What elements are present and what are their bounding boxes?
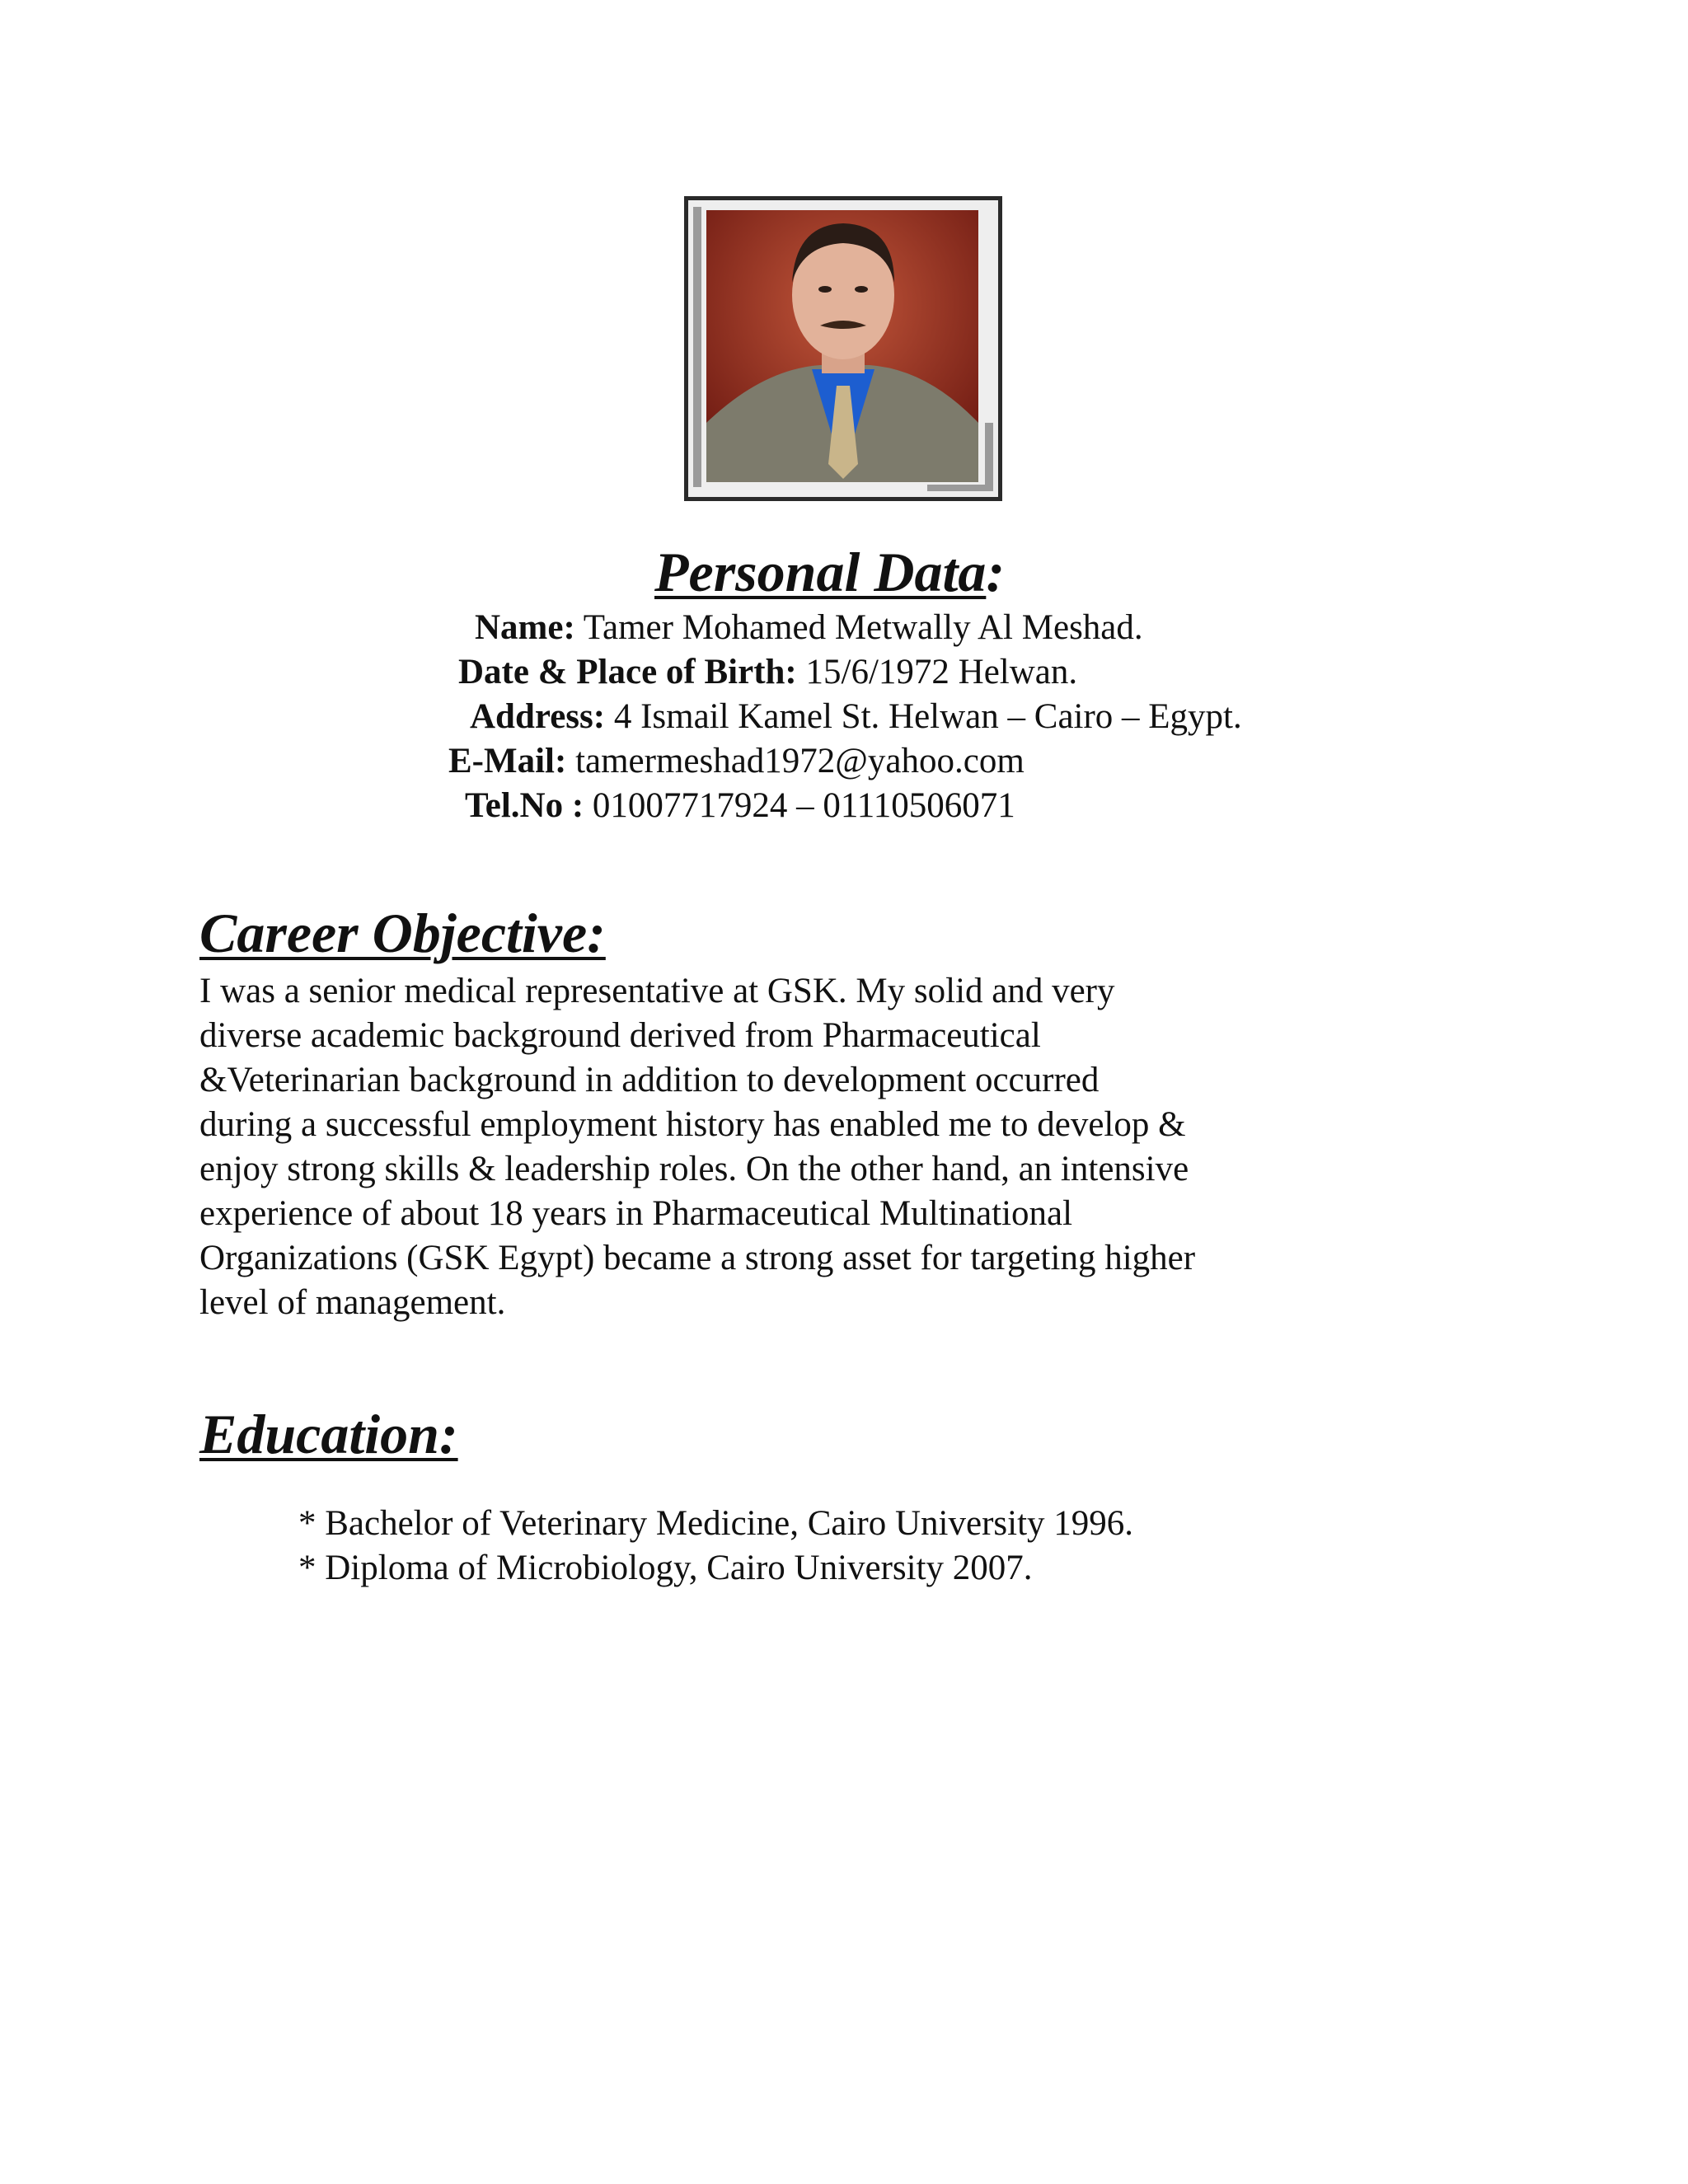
portrait-icon — [688, 200, 998, 497]
profile-photo — [684, 196, 1002, 501]
career-objective-title: Career Objective: — [199, 902, 606, 964]
address-value: 4 Ismail Kamel St. Helwan – Cairo – Egypt. — [613, 697, 1242, 736]
career-line: level of management. — [199, 1283, 506, 1322]
career-line: &Veterinarian background in addition to development occurred — [199, 1061, 1100, 1099]
career-line: I was a senior medical representative at GSK. My solid and very — [199, 972, 1115, 1010]
tel-row — [465, 788, 1015, 823]
birth-row — [458, 654, 1077, 690]
tel-value: 01007717924 – 01110506071 — [592, 786, 1015, 825]
tel-label: Tel.No : — [465, 786, 584, 825]
education-title: Education: — [199, 1403, 458, 1465]
birth-label: Date & Place of Birth: — [458, 653, 797, 691]
name-value: Tamer Mohamed Metwally Al Meshad. — [583, 608, 1143, 647]
career-line: Organizations (GSK Egypt) became a strong asset for targeting higher — [199, 1239, 1196, 1277]
name-row — [475, 610, 1143, 645]
education-list — [298, 1502, 1133, 1591]
career-line: enjoy strong skills & leadership roles. On the other hand, an intensive — [199, 1150, 1189, 1188]
birth-value: 15/6/1972 Helwan. — [805, 653, 1078, 691]
career-line: experience of about 18 years in Pharmaceutical Multinational — [199, 1194, 1073, 1233]
personal-data-colon: : — [986, 541, 1006, 603]
email-value: tamermeshad1972@yahoo.com — [575, 742, 1025, 780]
education-item: * Diploma of Microbiology, Cairo University 2007. — [298, 1549, 1033, 1587]
education-item: * Bachelor of Veterinary Medicine, Cairo University 1996. — [298, 1504, 1134, 1543]
career-objective-heading — [199, 902, 606, 964]
address-label: Address: — [470, 697, 606, 736]
email-row — [448, 743, 1025, 779]
personal-data-title: Personal Data — [654, 541, 987, 603]
education-heading — [199, 1403, 458, 1465]
personal-data-heading — [654, 541, 1006, 603]
email-label: E-Mail: — [448, 742, 567, 780]
career-line: during a successful employment history has enabled me to develop & — [199, 1105, 1186, 1144]
career-line: diverse academic background derived from Pharmaceutical — [199, 1016, 1041, 1055]
career-objective-text — [199, 969, 1370, 1325]
address-row — [470, 699, 1242, 734]
name-label: Name: — [475, 608, 575, 647]
